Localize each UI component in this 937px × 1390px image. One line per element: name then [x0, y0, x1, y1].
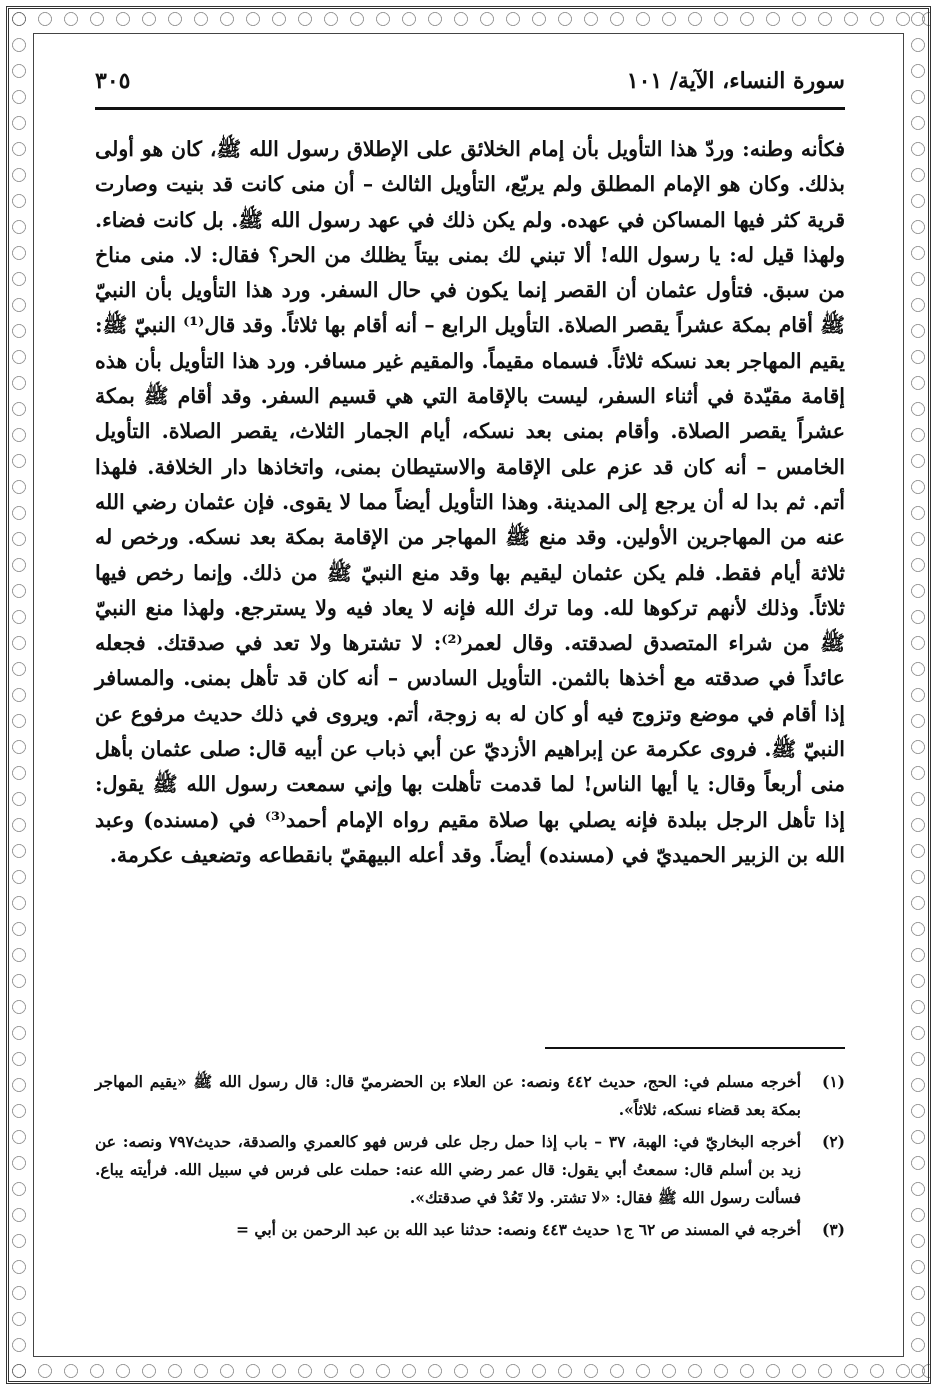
footnote-text: أخرجه في المسند ص ٦٢ ج١ حديث ٤٤٣ ونصه: حدثنا عبد الله بن عبد الرحمن بن أبي = — [236, 1220, 801, 1239]
footnote-3 — [95, 1216, 845, 1244]
footnotes — [95, 1068, 845, 1248]
running-title: سورة النساء، الآية/ ١٠١ — [626, 68, 845, 94]
footnote-number: (١) — [821, 1072, 845, 1091]
footnote-separator — [545, 1047, 845, 1049]
body-paragraph: فكأنه وطنه: وردّ هذا التأويل بأن إمام الخلائق على الإطلاق رسول الله ﷺ، كان هو أولى بذلك. وكان هو الإمام المطلق ولم يربّع، التأويل الثالث – أن منى كانت قد بنيت وصارت قرية كثر فيها المساكن في عهده. ولم يكن ذلك في عهد رسول الله ﷺ. بل كانت فضاء. ولهذا قيل له: يا رسول الله! ألا تبني لك بمنى بيتاً يظلك من الحر؟ فقال: لا. منى مناخ من سبق. فتأول عثمان أن القصر إنما يكون في حال السفر. ورد هذا التأويل بأن النبيّ ﷺ أقام بمكة عشراً يقصر الصلاة. التأويل الرابع – أنه أقام بها ثلاثاً. وقد قال⁽¹⁾ النبيّ ﷺ: يقيم المهاجر بعد نسكه ثلاثاً. فسماه مقيماً. والمقيم غير مسافر. ورد هذا التأويل بأن هذه إقامة مقيّدة في أثناء السفر، ليست بالإقامة التي هي قسيم السفر. وقد أقام ﷺ بمكة عشراً يقصر الصلاة. وأقام بمنى بعد نسكه، أيام الجمار الثلاث، يقصر الصلاة. التأويل الخامس – أنه كان قد عزم على الإقامة والاستيطان بمنى، واتخاذها دار الخلافة. فلهذا أتم. ثم بدا له أن يرجع إلى المدينة. وهذا التأويل أيضاً مما لا يقوى. فإن عثمان رضي الله عنه من المهاجرين الأولين. وقد منع ﷺ المهاجر من الإقامة بمكة بعد نسكه. ورخص له ثلاثة أيام فقط. فلم يكن عثمان ليقيم بها وقد منع النبيّ ﷺ من ذلك. وإنما رخص فيها ثلاثاً. وذلك لأنهم تركوها لله. وما ترك الله فإنه لا يعاد فيه ولا يسترجع. ولهذا منع النبيّ ﷺ من شراء المتصدق لصدقته. وقال لعمر⁽²⁾: لا تشترها ولا تعد في صدقتك. فجعله عائداً في صدقته مع أخذها بالثمن. التأويل السادس – أنه كان قد تأهل بمنى. والمسافر إذا أقام في موضع وتزوج فيه أو كان له به زوجة، أتم. ويروى في ذلك حديث مرفوع عن النبيّ ﷺ. فروى عكرمة عن إبراهيم الأزديّ عن أبي ذباب عن أبيه قال: صلى عثمان بأهل منى أربعاً وقال: يا أيها الناس! لما قدمت تأهلت بها وإني سمعت رسول الله ﷺ يقول: إذا تأهل الرجل ببلدة فإنه يصلي بها صلاة مقيم رواه الإمام أحمد⁽³⁾ في (مسنده) وعبد الله بن الزبير الحميديّ في (مسنده) أيضاً. وقد أعله البيهقيّ بانقطاعه وتضعيف عكرمة. — [95, 137, 845, 867]
footnote-2 — [95, 1128, 845, 1212]
footnote-number: (٢) — [821, 1132, 845, 1151]
header-rule — [95, 107, 845, 110]
running-header — [95, 64, 845, 106]
footnote-text: أخرجه مسلم في: الحج، حديث ٤٤٢ ونصه: عن العلاء بن الحضرميّ قال: قال رسول الله ﷺ «يقيم المهاجر بمكة بعد قضاء نسكه، ثلاثاً». — [95, 1072, 802, 1119]
main-text — [95, 132, 845, 873]
footnote-1 — [95, 1068, 845, 1124]
footnote-number: (٣) — [821, 1220, 845, 1239]
footnote-text: أخرجه البخاريّ في: الهبة، ٣٧ – باب إذا حمل رجل على فرس فهو كالعمري والصدقة، حديث٧٩٧ ونصه: عن زيد بن أسلم قال: سمعتُ أبي يقول: قال عمر رضي الله عنه: حملت على فرس في سبيل الله. فرأيته يباع. فسألت رسول الله ﷺ فقال: «لا تشتر. ولا تَعُدْ في صدقتك». — [95, 1132, 802, 1207]
page-number: ٣٠٥ — [95, 68, 131, 94]
